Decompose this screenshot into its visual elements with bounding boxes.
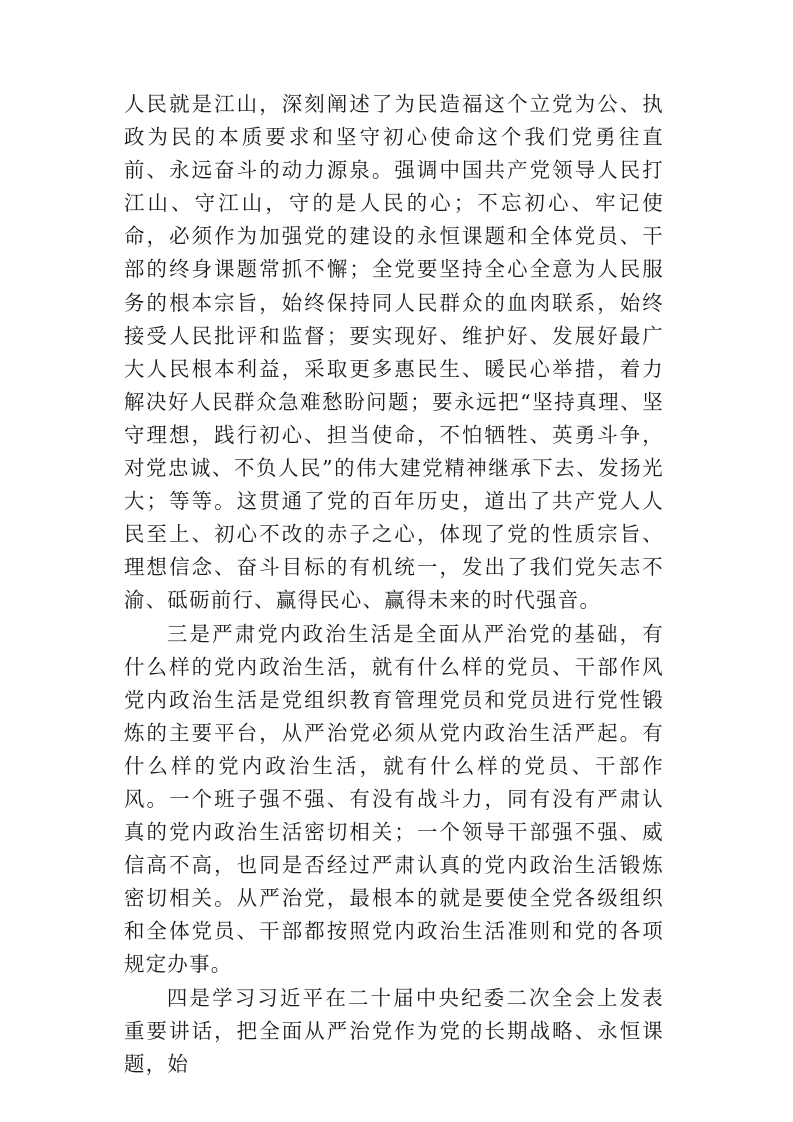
- paragraph-people-mountains: 人民就是江山，深刻阐述了为民造福这个立党为公、执政为民的本质要求和坚守初心使命这个我们党勇往直前、永远奋斗的动力源泉。强调中国共产党领导人民打江山、守江山，守的是人民的心；不忘初心、牢记使命，必须作为加强党的建设的永恒课题和全体党员、干部的终身课题常抓不懈；全党要坚持全心全意为人民服务的根本宗旨，始终保持同人民群众的血肉联系，始终接受人民批评和监督；要实现好、维护好、发展好最广大人民根本利益，采取更多惠民生、暖民心举措，着力解决好人民群众急难愁盼问题；要永远把“坚持真理、坚守理想，践行初心、担当使命，不怕牺牲、英勇斗争，对党忠诚、不负人民”的伟大建党精神继承下去、发扬光大；等等。这贯通了党的百年历史，道出了共产党人人民至上、初心不改的赤子之心，体现了党的性质宗旨、理想信念、奋斗目标的有机统一，发出了我们党矢志不渝、砥砺前行、赢得民心、赢得未来的时代强音。: [124, 92, 664, 613]
- document-body: [124, 88, 664, 1081]
- paragraph-party-political-life: 三是严肃党内政治生活是全面从严治党的基础，有什么样的党内政治生活，就有什么样的党员、干部作风党内政治生活是党组织教育管理党员和党员进行党性锻炼的主要平台，从严治党必须从党内政治生活严起。有什么样的党内政治生活，就有什么样的党员、干部作风。一个班子强不强、有没有战斗力，同有没有严肃认真的党内政治生活密切相关；一个领导干部强不强、威信高不高，也同是否经过严肃认真的党内政治生活锻炼密切相关。从严治党，最根本的就是要使全党各级组织和全体党员、干部都按照党内政治生活准则和党的各项规定办事。: [124, 621, 664, 977]
- paragraph-discipline-speech: 四是学习习近平在二十届中央纪委二次全会上发表重要讲话，把全面从严治党作为党的长期战略、永恒课题，始: [124, 985, 664, 1076]
